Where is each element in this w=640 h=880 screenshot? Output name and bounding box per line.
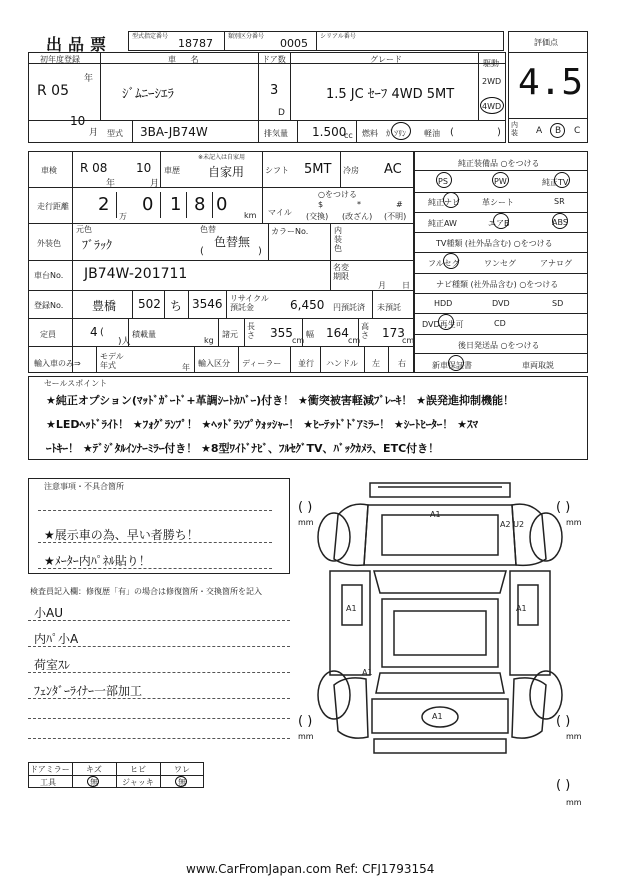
later-warranty: 新車保証書	[432, 361, 472, 370]
inspection-month: 10	[136, 161, 152, 175]
capacity-value: 4	[90, 325, 98, 339]
interior-c: C	[574, 126, 581, 136]
tire-mm-rl: mm	[298, 732, 314, 741]
diagram-mark-3: A1	[346, 604, 357, 613]
mileage-digit-3: 1	[170, 194, 182, 215]
exterior-orig-label: 元色	[76, 225, 92, 234]
mileage-man: 万	[119, 212, 127, 221]
shift-label: シフト	[265, 166, 289, 175]
equip-airbag-circle	[493, 213, 509, 229]
navi-dvdplay: DVD再生可	[422, 320, 464, 329]
interior-label: 内装	[511, 121, 518, 137]
dims-label: 諸元	[222, 330, 238, 339]
tire-bracket-spare: ( )	[556, 778, 571, 793]
sales-line-3: ｰﾄｷｰ！ ★ﾃﾞｼﾞﾀﾙｲﾝﾅｰﾐﾗｰ付き！ ★8型ﾜｲﾄﾞﾅﾋﾞ、ﾌﾙｾｸﾞTV、ﾊﾞｯｸｶﾒﾗ、ETC付き！	[46, 442, 440, 455]
legend-h3: ヒビ	[130, 765, 146, 774]
car-name-value: ｼﾞﾑﾆｰｼｴﾗ	[122, 87, 174, 102]
first-reg-year-unit: 年	[84, 74, 94, 84]
mileage-digit-2: 0	[142, 194, 154, 215]
tire-bracket-rl: ( )	[298, 714, 313, 729]
meter-mile: マイル	[268, 208, 292, 217]
legend-h2: キズ	[86, 765, 102, 774]
tire-bracket-fr: ( )	[556, 500, 571, 515]
import-left: 左	[372, 359, 380, 368]
exterior-paren: (	[200, 246, 204, 257]
plate-number: 3546	[192, 297, 223, 311]
frame-value: JB74W-201711	[84, 266, 188, 282]
recycle-not: 未預託	[377, 303, 401, 312]
navi-title: ナビ種類 (社外品含む) ○をつける	[436, 280, 559, 289]
legend-r2: 無	[90, 778, 98, 787]
serial-label: シリアル番号	[320, 33, 356, 40]
inspector-line-2: 内ﾊﾟ小A	[34, 632, 79, 646]
diagram-mark-6: A1	[432, 712, 443, 721]
equip-leather: 革シート	[482, 198, 514, 207]
grade-value: 1.5 JC ｾｰﾌ 4WD 5MT	[326, 87, 455, 102]
notes-line-2: ★ﾒｰﾀｰ内ﾊﾟﾈﾙ貼り！	[44, 554, 151, 568]
navi-hdd: HDD	[434, 299, 453, 308]
legend-r2-circle	[87, 776, 99, 787]
sales-line-1: ★純正オプション(ﾏｯﾄﾞｶﾞｰﾄﾞ+革調ｼｰﾄｶﾊﾞｰ)付き！ ★衝突被害軽減ﾌﾞﾚｰｷ！ ★誤発進抑制機能！	[46, 394, 515, 407]
meter-exchange-sym: $	[318, 200, 324, 209]
plate-region: 豊橋	[92, 299, 117, 313]
first-reg-label: 初年度登録	[40, 55, 80, 64]
equip-tv: 純正TV	[542, 178, 569, 187]
drive-4wd: 4WD	[482, 102, 502, 111]
equip-pw-circle	[492, 172, 509, 188]
displacement-label: 排気量	[264, 129, 288, 138]
import-dealer: ディーラー	[242, 359, 282, 368]
len-value: 355	[270, 326, 293, 340]
equip-ps: PS	[438, 177, 448, 186]
inspection-era: R 08	[80, 161, 108, 175]
type-no-label: 型式指定番号	[132, 33, 169, 40]
len-unit: cm	[292, 336, 305, 345]
recycle-label: リサイクル預託金	[230, 294, 269, 312]
usage-value: 自家用	[208, 165, 245, 179]
navi-dvdplay-circle	[438, 314, 454, 330]
legend-h4: ワレ	[174, 765, 190, 774]
load-kg: kg	[204, 336, 214, 345]
notes-line-1: ★展示車の為、早い者勝ち！	[44, 528, 199, 542]
legend-r4-circle	[175, 776, 187, 787]
equip-pw: PW	[494, 177, 507, 186]
capacity-label: 定員	[40, 330, 56, 339]
first-reg-era: R 05	[37, 83, 69, 99]
equip-navi-circle	[443, 192, 459, 208]
tire-bracket-rr: ( )	[556, 714, 571, 729]
grade-label: グレード	[370, 55, 402, 64]
interior-b-circle	[550, 123, 565, 138]
exterior-orig: ﾌﾞﾗｯｸ	[82, 238, 113, 252]
form-title: 出品票	[46, 35, 113, 54]
sales-label: セールスポイント	[44, 379, 108, 388]
score-label: 評価点	[534, 38, 558, 47]
diagram-mark-2: A2 U2	[500, 520, 525, 529]
fuel-label: 燃料	[362, 129, 378, 138]
width-unit: cm	[348, 336, 361, 345]
interior-b: B	[555, 126, 562, 136]
import-model-year: モデル年式	[100, 352, 124, 370]
width-value: 164	[326, 326, 349, 340]
width-label: 幅	[306, 330, 314, 339]
doors-suffix: D	[278, 108, 285, 118]
type-no: 18787	[178, 37, 213, 50]
navi-dvd: DVD	[492, 299, 510, 308]
equip-airbag: エアB	[488, 219, 510, 228]
equip-abs: ABS	[552, 218, 568, 227]
import-parallel: 並行	[298, 359, 314, 368]
drive-label: 駆動	[483, 59, 499, 68]
legend-h1: ドアミラー	[30, 765, 70, 774]
class-no: 0005	[280, 37, 308, 50]
later-manual: 車両取説	[522, 361, 554, 370]
mileage-digit-5: 0	[216, 194, 228, 215]
car-diagram	[290, 475, 590, 805]
name-change-label: 名変期限	[333, 263, 349, 281]
inspection-year-unit: 年	[106, 179, 116, 189]
tv-one: ワンセグ	[484, 259, 516, 268]
capacity-paren: (	[100, 327, 104, 338]
tire-bracket-fl: ( )	[298, 500, 313, 515]
first-reg-month-unit: 月	[89, 128, 99, 138]
capacity-unit: )人	[118, 337, 131, 347]
exterior-color-label: 色替	[200, 225, 216, 234]
drive-4wd-circle	[480, 97, 504, 114]
navi-sd: SD	[552, 299, 564, 308]
model-value: 3BA-JB74W	[140, 125, 208, 139]
diagram-mark-1: A1	[430, 510, 441, 519]
mileage-label: 走行距離	[37, 202, 69, 211]
equip-abs-circle	[552, 213, 568, 229]
doors-label: ドア数	[262, 55, 286, 64]
navi-cd: CD	[494, 319, 506, 328]
len-label: 長さ	[247, 322, 255, 340]
plate-class: 502	[138, 297, 161, 311]
fuel-diesel: 軽油	[424, 129, 440, 138]
equip-aw: 純正AW	[428, 219, 457, 228]
legend-r3: ジャッキ	[122, 778, 154, 787]
mileage-digit-4: 8	[194, 194, 206, 215]
equip-title: 純正装備品 ○をつける	[458, 159, 540, 168]
interior-a: A	[536, 126, 543, 136]
mileage-km: km	[244, 211, 257, 220]
inspection-label: 車検	[41, 166, 57, 175]
import-right: 右	[398, 359, 406, 368]
import-handle: ハンドル	[326, 359, 358, 368]
exterior-color: 色替無	[214, 235, 251, 249]
tire-mm-rr: mm	[566, 732, 582, 741]
inspector-line-1: 小AU	[34, 606, 63, 620]
load-label: 積載量	[132, 330, 156, 339]
diagram-mark-4: A1	[516, 604, 527, 613]
inspector-line-3: 荷室ｽﾚ	[34, 658, 71, 672]
car-name-label: 車 名	[168, 55, 205, 64]
meter-unknown: (不明)	[384, 212, 407, 221]
doors-value: 3	[270, 83, 279, 98]
meter-exchange: (交換)	[306, 212, 329, 221]
import-year: 年	[182, 363, 190, 372]
import-label: 輸入車のみ⇒	[34, 359, 81, 368]
usage-note: ※未記入は自家用	[198, 154, 246, 161]
inspector-line-4: ﾌｪﾝﾀﾞｰﾗｲﾅｰ一部加工	[34, 684, 143, 698]
shift-value: 5MT	[304, 162, 332, 177]
ac-value: AC	[384, 162, 402, 177]
exterior-label: 外装色	[37, 239, 61, 248]
equip-tv-circle	[554, 172, 570, 188]
later-warranty-circle	[448, 355, 464, 371]
name-change-day: 日	[402, 281, 410, 290]
recycle-amount: 6,450	[290, 298, 325, 312]
tire-mm-spare: mm	[566, 798, 582, 807]
inspection-month-unit: 月	[150, 179, 160, 189]
inspector-label: 検査員記入欄：修復歴「有」の場合は修復箇所・交換箇所を記入	[30, 587, 262, 596]
height-unit: cm	[402, 336, 415, 345]
height-label: 高さ	[361, 322, 369, 340]
equip-ps-circle	[436, 172, 452, 188]
tv-full-circle	[443, 253, 459, 269]
footer-ref: www.CarFromJapan.com Ref: CFJ1793154	[186, 862, 435, 876]
import-class-label: 輸入区分	[198, 359, 230, 368]
displacement-unit: cc	[344, 131, 353, 140]
ac-label: 冷房	[343, 166, 359, 175]
fuel-gas: ｶﾞｿﾘﾝ	[386, 129, 406, 138]
height-value: 173	[382, 326, 405, 340]
legend-r4: 無	[178, 778, 186, 787]
meter-tamper-sym: *	[357, 200, 361, 209]
plate-label: 登録No.	[34, 301, 64, 310]
interior-color-label: 内装色	[334, 226, 342, 253]
tv-analog: アナログ	[540, 259, 572, 268]
sales-line-2: ★LEDﾍｯﾄﾞﾗｲﾄ！ ★ﾌｫｸﾞﾗﾝﾌﾟ！ ★ﾍｯﾄﾞﾗﾝﾌﾟｳｫｯｼｬｰ！ ★ﾋｰﾃｯﾄﾞﾄﾞｱﾐﾗｰ！ ★ｼｰﾄﾋｰﾀｰ！ ★ｽﾏ	[46, 418, 478, 431]
exterior-paren-close: )	[258, 246, 262, 257]
meter-title: ○をつける	[318, 190, 357, 199]
fuel-paren: (	[450, 127, 454, 138]
recycle-unit: 円預託済	[333, 303, 365, 312]
diagram-mark-5: A1	[362, 668, 373, 677]
later-title: 後日発送品 ○をつける	[458, 341, 540, 350]
color-no-label: カラーNo.	[271, 227, 309, 236]
plate-kana: ち	[170, 299, 183, 313]
tire-mm-fr: mm	[566, 518, 582, 527]
meter-tamper: (改ざん)	[342, 212, 373, 221]
model-label: 型式	[107, 129, 123, 138]
tire-mm-fl: mm	[298, 518, 314, 527]
class-no-label: 類別区分番号	[228, 33, 265, 40]
usage-label: 車歴	[164, 166, 180, 175]
legend-r1: 工具	[40, 778, 56, 787]
meter-unknown-sym: #	[396, 200, 403, 209]
mileage-digit-1: 2	[98, 194, 110, 215]
score-value: 4.5	[518, 62, 584, 103]
fuel-paren-close: )	[497, 127, 501, 138]
displacement-value: 1.500	[312, 125, 347, 139]
tv-title: TV種類 (社外品含む) ○をつける	[436, 239, 553, 248]
equip-sr: SR	[554, 197, 565, 206]
first-reg-month: 10	[70, 114, 86, 128]
frame-label: 車台No.	[34, 271, 64, 280]
notes-label: 注意事項・不具合箇所	[44, 482, 124, 491]
tv-full: フルセグ	[428, 259, 460, 268]
name-change-month: 月	[378, 281, 386, 290]
fuel-gas-circle	[391, 122, 411, 140]
drive-2wd: 2WD	[482, 77, 502, 86]
equip-navi: 純正ナビ	[428, 198, 460, 207]
